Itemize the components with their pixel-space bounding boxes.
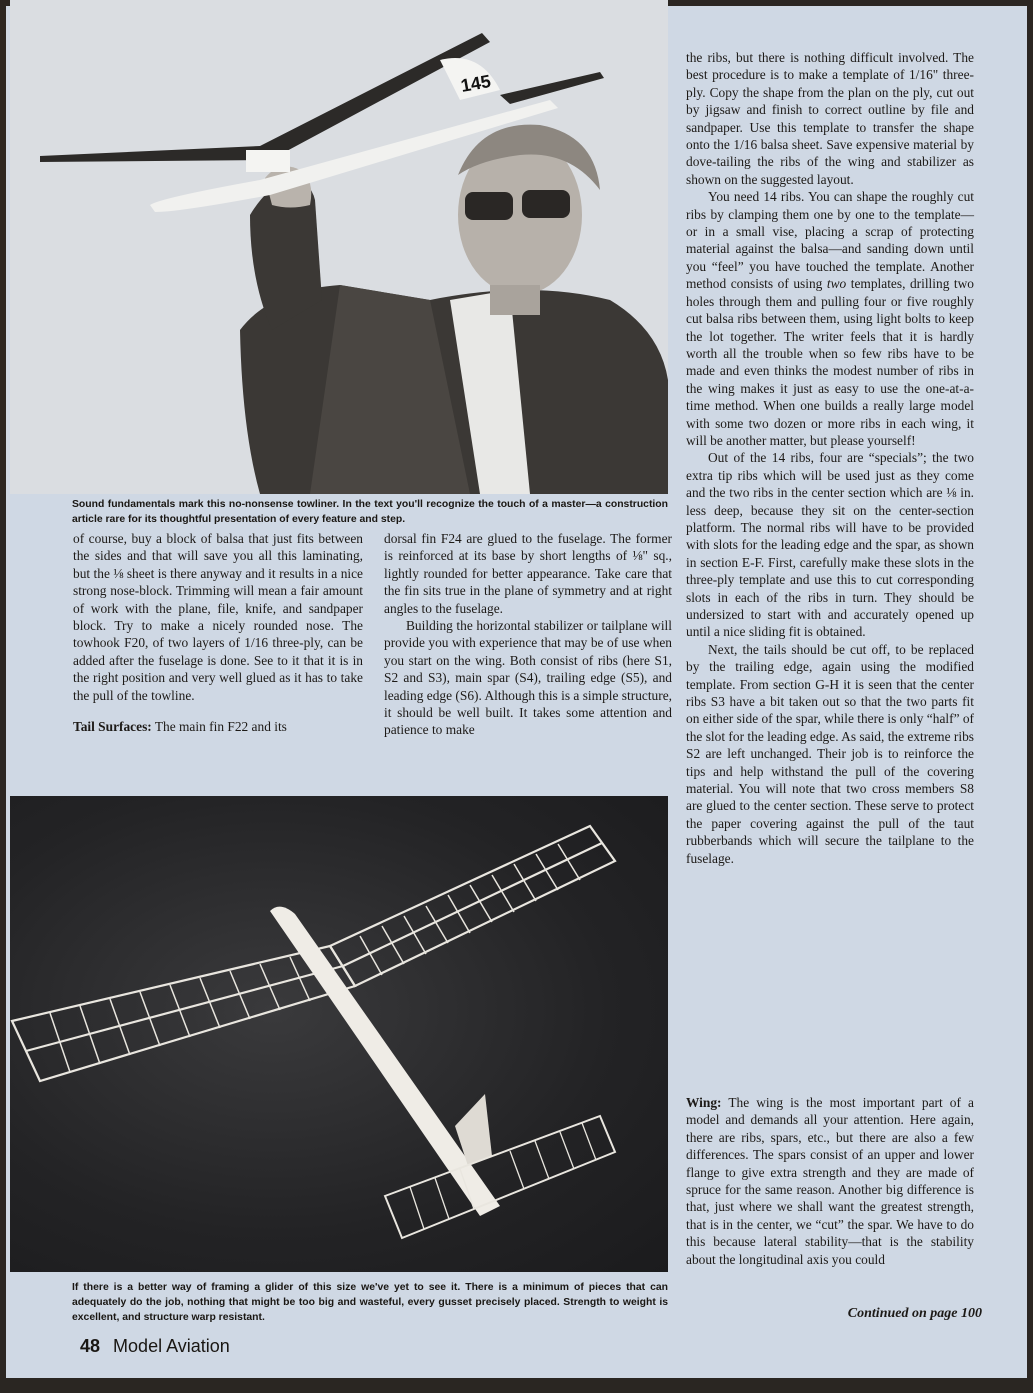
text-column-2 bbox=[384, 530, 672, 739]
photo-caption-bottom: If there is a better way of framing a glider of this size we've yet to see it. There is a minimum of pieces that can adequately do the job, nothing that might be too big and wasteful, every gusset precisely placed. Strength to weight is excellent, and structure warp resistant. bbox=[72, 1282, 668, 1323]
paragraph-tail-surfaces bbox=[73, 718, 363, 735]
page-edge bbox=[0, 1378, 1033, 1393]
magazine-name: Model Aviation bbox=[113, 1336, 230, 1356]
paragraph-text: The main fin F22 and its bbox=[151, 719, 287, 735]
page-footer bbox=[80, 1336, 230, 1360]
paragraph-wing bbox=[686, 1094, 974, 1268]
paragraph-text: templates, drilling two holes through them and pulling four or five roughly cut balsa ribs between them, using light bolts to keep the lot together. The writer feels that it is hardly worth all the trouble when so few ribs have to be made and even thinks the modest number of ribs in the wing makes it just as easy to use the one-at-a-time method. When one builds a really large model with some two dozen or more ribs in each wing, it will be another matter, but please yourself! bbox=[686, 276, 974, 448]
photo-man-holding-glider-illustration bbox=[10, 0, 668, 494]
photo-glider-framework-illustration bbox=[10, 796, 668, 1272]
text-column-3 bbox=[686, 49, 974, 867]
paragraph-emphasis: two bbox=[826, 276, 847, 292]
paragraph bbox=[686, 188, 974, 449]
plane-number: 145 bbox=[459, 71, 493, 96]
continued-note: Continued on page 100 bbox=[847, 1306, 982, 1321]
photo-man-holding-glider bbox=[10, 0, 668, 494]
subheading-wing: Wing: bbox=[686, 1095, 722, 1110]
photo-caption-top: Sound fundamentals mark this no-nonsense towliner. In the text you'll recognize the touch of a master—a construction article rare for its thoughtful presentation of every feature and step. bbox=[72, 499, 668, 525]
paragraph: Next, the tails should be cut off, to be replaced by the trailing edge, again using the modified template. From section G-H it is seen that the center ribs S3 have a bit taken out so that the two parts fit on either side of the spar, while there is only “half” of the slot for the leading edge. As said, the extreme ribs S2 are left unchanged. Their job is to reinforce the tips and help withstand the pull of the covering material. You will note that two cross members S8 are glued to the center section. These serve to protect the paper covering against the pull of the taut rubberbands which will secure the tailplane to the fuselage. bbox=[686, 641, 975, 866]
paragraph: dorsal fin F24 are glued to the fuselage. The former is reinforced at its base by short lengths of ⅛" sq., lightly rounded for better appearance. Take care that the fin sits true in the plane of symmetry and at right angles to the fuselage. bbox=[384, 531, 672, 616]
paragraph: the ribs, but there is nothing difficult involved. The best procedure is to make a template of 1/16" three-ply. Copy the shape from the plan on the ply, cut out by jigsaw and finish to correct outline by file and sandpaper. Use this template to transfer the shape onto the 1/16 balsa sheet. Save expensive material by dove-tailing the ribs of the wing and stabilizer as shown on the suggested layout. bbox=[686, 50, 974, 187]
text-column-1 bbox=[73, 530, 363, 735]
paragraph-text: You need 14 ribs. You can shape the roughly cut ribs by clamping them one by one to the template—or in a small vise, placing a scrap of protecting material against the balsa—and sanding down until you “feel” you have touched the template. Another method consists of using bbox=[686, 189, 974, 292]
text-column-3-wing bbox=[686, 1094, 974, 1268]
paragraph: Building the horizontal stabilizer or tailplane will provide you with experience that may be of use when you start on the wing. Both consist of ribs (here S1, S2 and S3), main spar (S4), trailing edge (S5), and leading edge (S6). Although this is a simple structure, it should be well built. It takes some attention and patience to make bbox=[384, 618, 672, 738]
photo-glider-framework bbox=[10, 796, 668, 1272]
subheading-tail-surfaces: Tail Surfaces: bbox=[73, 719, 152, 735]
paragraph: of course, buy a block of balsa that just fits between the sides and that will save you all this laminating, but the ⅛ sheet is there anyway and it results in a nice strong nose-block. Trimming will mean a fair amount of work with the plane, file, knife, and sandpaper block. Try to make a nicely rounded nose. The towhook F20, of two layers of 1/16 three-ply, can be added after the fuselage is done. See to it that it is in the right position and very well glued as it has to take the pull of the towline. bbox=[73, 531, 363, 703]
page-number: 48 bbox=[80, 1336, 101, 1356]
paragraph: Out of the 14 ribs, four are “specials”; the two extra tip ribs which will be used just as they come and the two ribs in the center section which are ⅛ in. less deep, because they sit on the center-section platform. The normal ribs will have to be provided with slots for the leading edge and the spar, as shown in section E-F. First, carefully make these slots in the three-ply template and use this to cut corresponding slots in each of the ribs in turn. They should be undersized to start with and accurately opened up until a nice sliding fit is obtained. bbox=[686, 450, 974, 640]
paragraph-text: The wing is the most important part of a model and demands all your attention. Here again, there are ribs, spars, etc., but there are also a few differences. The spars consist of an upper and lower flange to give extra strength and they are made of spruce for the same reason. Another big difference is that, just where we shall want the greatest strength, that is in the center, we “cut” the spar. We have to do this because lateral stability—that is the stability about the longitudinal axis you could bbox=[686, 1095, 974, 1267]
